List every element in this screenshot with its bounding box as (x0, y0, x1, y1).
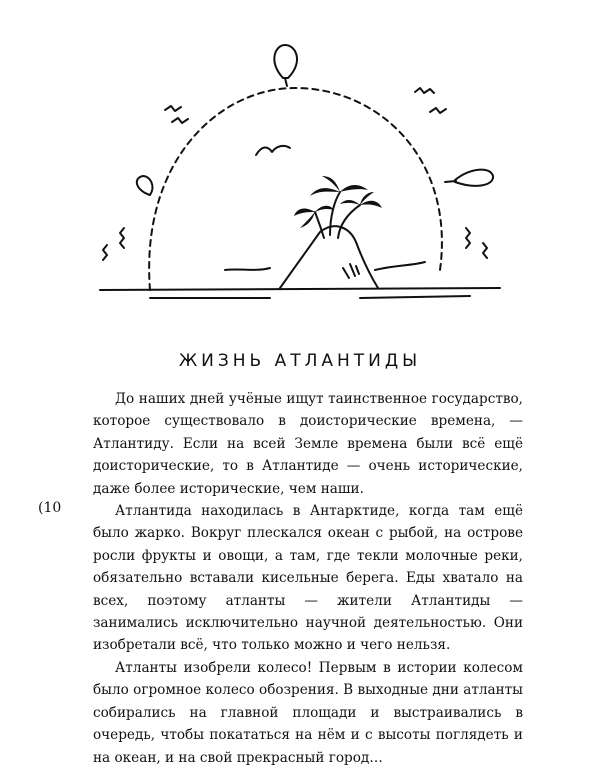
paragraph: Атлантида находилась в Антарктиде, когда там ещё было жарко. Вокруг плескался океан с рыбой, на острове росли фрукты и овощи, а там, где текли молочные реки, обязательно вставали кисельные берега. Еды хватало на всех, поэтому атланты — жители Атлантиды — занимались исключительно научной деятельностью. Они изобретали всё, что только можно и чего нельзя. (93, 503, 523, 654)
paragraph: Атланты изобрели колесо! Первым в истории колесом было огромное колесо обозрения. В выходные дни атланты собирались на главной площади и выстраивались в очередь, чтобы покататься на нём и с высоты поглядеть и на океан, и на свой прекрасный город… (93, 659, 523, 766)
bird-icon (256, 146, 290, 155)
atlantis-island-illustration (0, 0, 600, 320)
squiggle-6 (103, 245, 107, 260)
palm-trunk-1 (330, 192, 340, 235)
wheel-cabin-left (137, 176, 153, 195)
squiggle-2 (172, 118, 188, 123)
island-mound (280, 226, 378, 288)
squiggle-8 (483, 243, 487, 258)
paragraph: До наших дней учёные ищут таинственное государство, которое существовало в доисторические времена, — Атлантиду. Если на всей Земле времена были всё ещё доисторические, то в Атлантиде — очень исторические, даже более исторические, чем наши. (93, 391, 523, 497)
dashed-wheel-arc (149, 88, 442, 290)
wheel-cabin-right (455, 170, 493, 186)
squiggle-7 (466, 228, 470, 248)
chapter-title: ЖИЗНЬ АТЛАНТИДЫ (178, 351, 422, 372)
page-number: (10 (38, 500, 62, 516)
text-body (93, 388, 523, 769)
squiggle-4 (430, 108, 446, 113)
wheel-cabin-top (274, 45, 297, 78)
squiggle-1 (165, 106, 181, 111)
squiggle-3 (415, 88, 434, 93)
squiggle-5 (120, 228, 124, 248)
